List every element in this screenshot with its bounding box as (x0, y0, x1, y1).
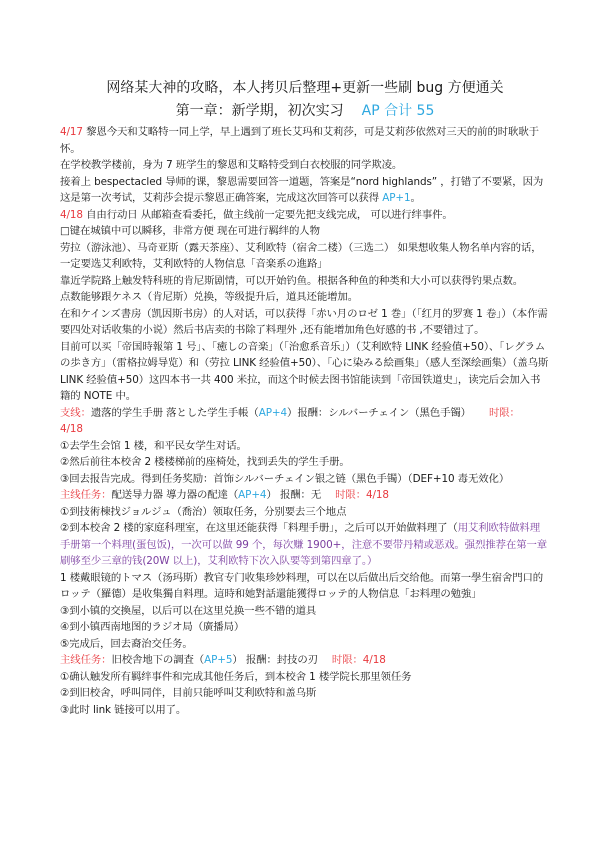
quest-step: ③此时 link 链接可以用了。 (60, 703, 187, 716)
document-body (60, 124, 550, 718)
date-label: 4/18 (60, 208, 83, 221)
time-limit: 时限：4/18 (331, 654, 386, 666)
quest-label: 支线： (60, 406, 91, 419)
quest-tip-end: ） (366, 555, 378, 567)
quest-step: ③回去报告完成。得到任务奖励：首饰シルバーチェイン银之链（黑色手镯）（DEF+10 毒无效化） (60, 472, 510, 485)
quest-label: 主线任务： (60, 654, 112, 666)
chapter-title (60, 100, 550, 122)
quest-reward: ）报酬：シルバーチェイン（黑色手镯） (287, 406, 471, 419)
paragraph: 劳拉（游泳池）、马奇亚斯（露天茶座）、艾利欧特（宿舍二楼）（三选二） 如果想收集人物名单内容的话，一定要选艾利欧特，艾利欧特的人物信息「音楽系の進路」 (60, 241, 542, 270)
paragraph-text: 自由行动日 从邮箱查看委托，做主线前一定要先把支线完成， 可以进行绊事件。 (82, 208, 453, 221)
document-page (60, 78, 550, 718)
quest-header-main (60, 487, 550, 504)
paragraph (60, 207, 550, 224)
paragraph (60, 124, 550, 157)
quest-step: ①到技術棟找ジョルジュ（喬治）领取任务，分别要去三个地点 (60, 505, 347, 518)
paragraph: 点数能够跟ケネス（肯尼斯）兑换，等级提升后，道具还能增加。 (60, 291, 359, 303)
quest-step: ②到旧校舍，呼叫同伴，目前只能呼叫艾利欧特和盖乌斯 (60, 687, 317, 699)
time-limit-date: 4/18 (60, 423, 83, 435)
quest-reward: ） 报酬：无 (266, 489, 322, 501)
quest-step: ⑤完成后，回去裔治交任务。 (60, 637, 193, 650)
paragraph: 目前可以买「帝国時報第 1 号」、「癒しの音楽」（「治愈系音乐」）（艾利欧特 LINK 经验值+50）、「レグラムの歩き方」（雷格拉姆导览）和（劳拉 LINK 经验值+50）、「心に染みる絵画集」（感人至深绘画集）（盖乌斯 LINK 经验值+50）这四本书一共 400 米拉，而这个时候去图书馆能读到「帝国铁道史」，读完后会加入书籍的 NOTE 中。 (60, 340, 549, 402)
quest-label: 主线任务： (60, 489, 112, 501)
date-label: 4/17 (60, 126, 83, 138)
quest-step (60, 520, 550, 570)
quest-header-main (60, 652, 550, 669)
paragraph: 靠近学院路上触发特科班的肯尼斯剧情，可以开始钓鱼。根据各种鱼的种类和大小可以获得钓果点数。 (60, 274, 524, 287)
quest-step: ②然后前往本校舍 2 楼楼梯前的座椅处，找到丢失的学生手册。 (60, 456, 350, 468)
quest-tip: 用艾利欧特做料理手册第一个料理(蛋包饭)，一次可以做 99 个，每次赚 1900+，注意不要带丹精或恶戏。强烈推荐在第一章刷够至少三章的钱(20W 以上)，艾利欧特下次入队要等到第四章了。 (60, 522, 548, 567)
ap-reward: AP+4 (258, 406, 288, 419)
quest-step-text: ②到本校舍 2 楼的家庭科理室，在这里还能获得「料理手册」，之后可以开始做料理了（ (60, 522, 458, 534)
quest-note: 1 楼戴眼镜的トマス（汤玛斯）教官专门收集珍妙料理，可以在以后做出后交给他。而第一學生宿舍門口的ロッテ（羅德）是收集獨自料理。這時和她對話還能獲得ロッテ的人物信息「お料理の勉強」 (60, 571, 544, 600)
ap-reward: AP+5 (204, 654, 233, 666)
quest-header-side (60, 405, 550, 438)
paragraph (60, 174, 550, 207)
time-limit: 时限：4/18 (335, 489, 389, 501)
quest-step: ①确认触发所有羁绊事件和完成其他任务后，到本校舍 1 楼学院长那里领任务 (60, 670, 412, 683)
quest-step: ④到小镇西南地图的ラジオ局（廣播局） (60, 621, 245, 633)
ap-total: AP 合计 55 (361, 103, 435, 119)
document-title: 网络某大神的攻略，本人拷贝后整理+更新一些刷 bug 方便通关 (106, 80, 504, 96)
paragraph-text: 。 (410, 192, 421, 204)
ap-reward: AP+1 (382, 192, 411, 204)
quest-text: 配送导力器 導力器の配達（ (111, 489, 239, 501)
chapter-name: 第一章：新学期，初次实习 (175, 103, 344, 119)
quest-text: 遗落的学生手册 落とした学生手帳（ (90, 406, 259, 419)
ap-reward: AP+4 (238, 489, 267, 501)
paragraph: 在学校教学楼前，身为 7 班学生的黎恩和艾略特受到白衣校服的同学欺凌。 (60, 159, 403, 171)
quest-text: 旧校舎地下の調査（ (111, 654, 205, 666)
quest-step: ①去学生会馆 1 楼，和平民女学生对话。 (60, 439, 247, 452)
paragraph-text: 黎恩今天和艾略特一同上学，早上遇到了班长艾玛和艾莉莎，可是艾莉莎依然对三天的前的时耿耿于怀。 (60, 126, 539, 155)
paragraph-text: 接着上 bespectacled 导师的课，黎恩需要回答一道题，答案是“nord highlands” ，打错了不要紧，因为这是第一次考试，艾莉莎会提示黎恩正确答案，完成这次回答可以获得 (60, 175, 544, 204)
quest-reward: ） 报酬：封技の刃 (232, 654, 318, 666)
time-limit: 时限： (488, 406, 520, 419)
paragraph: □键在城镇中可以瞬移，非常方便 现在可进行羁绊的人物 (60, 225, 320, 237)
quest-step: ③到小镇的交換屋，以后可以在这里兑换一些不错的道具 (60, 604, 317, 617)
paragraph: 在和ケインズ書房（凯因斯书房）的人对话，可以获得「赤い月のロゼ 1 巻」（「红月的罗赛 1 卷」）（本作需要四处对话收集的小说）然后书店卖的书除了料理外 ,还有能增加角色好感的书 ,不要错过了。 (60, 307, 548, 336)
